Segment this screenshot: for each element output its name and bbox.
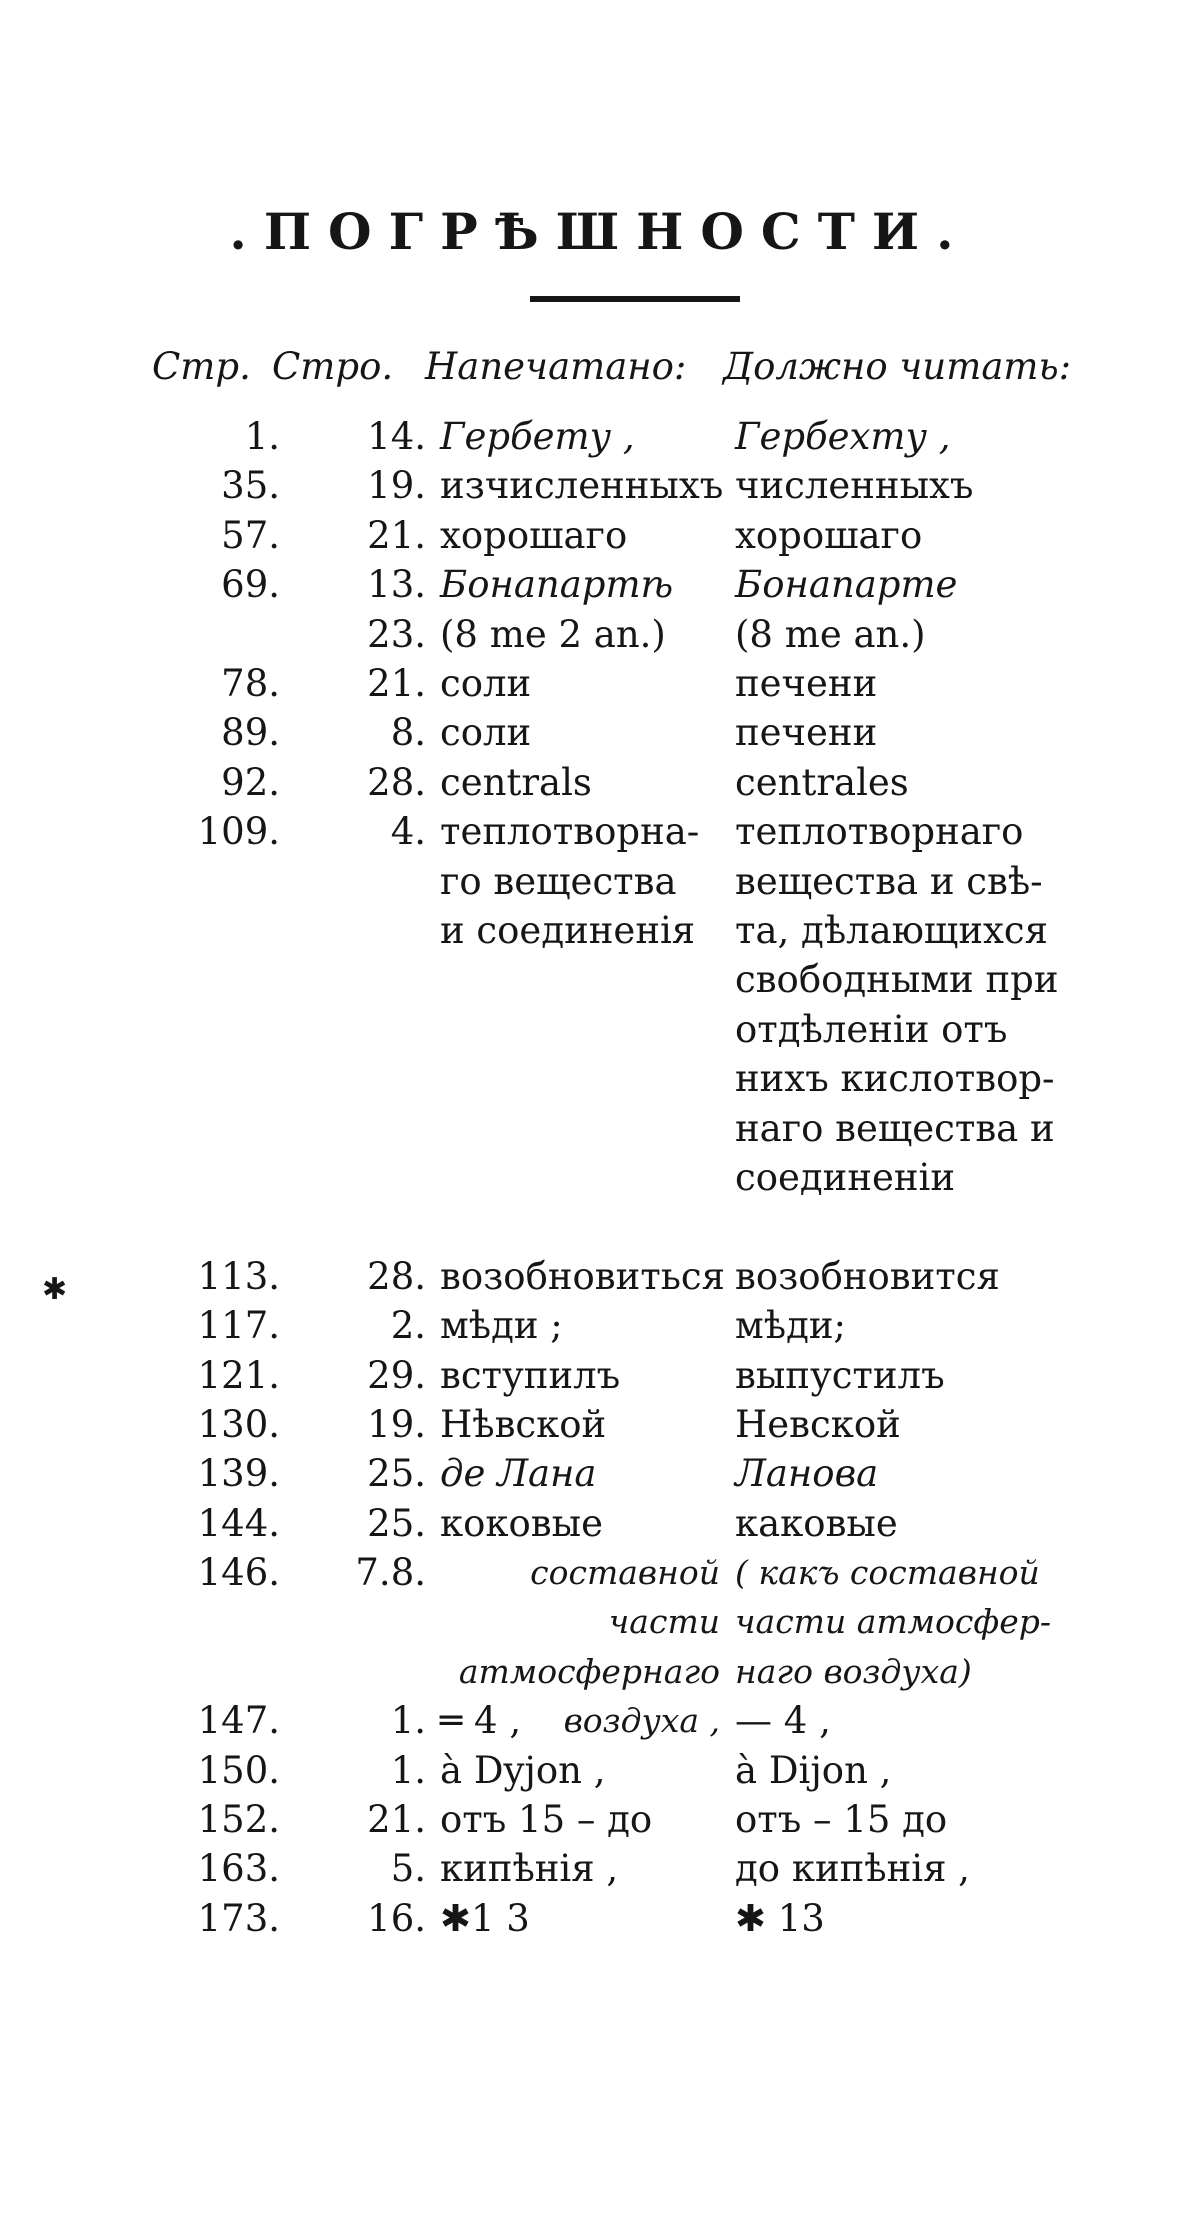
page-number: 57. (221, 513, 280, 557)
errata-row (0, 1499, 1200, 1548)
line-number: 21. (367, 1798, 426, 1842)
printed-text: соли (440, 661, 532, 705)
page-number: 139. (197, 1452, 280, 1496)
header-printed: Напечатано: (425, 345, 687, 388)
line-number: 21. (367, 513, 426, 557)
printed-text: ✱1 3 (440, 1896, 530, 1940)
correct-text: Гербеxту , (735, 415, 951, 458)
errata-row (0, 659, 1200, 708)
line-number: 25. (367, 1501, 426, 1545)
correct-text: мѣди; (735, 1304, 846, 1348)
correct-text: (8 me an.) (735, 612, 926, 656)
line-number: 2. (390, 1304, 426, 1348)
printed-text: возобновиться (440, 1254, 725, 1298)
line-number: 28. (367, 1254, 426, 1298)
errata-row (0, 1252, 1200, 1301)
errata-row (0, 1795, 1200, 1844)
page-number: 163. (197, 1847, 280, 1891)
correct-text: à Dijon , (735, 1748, 892, 1792)
title-rule (530, 296, 740, 302)
line-number: 23. (367, 612, 426, 656)
star-mark: ✱ (42, 1272, 68, 1307)
page-number: 35. (221, 464, 280, 508)
line-number: 7.8. (355, 1551, 426, 1595)
page-number: 121. (197, 1353, 280, 1397)
page-number: 69. (221, 563, 280, 607)
line-number: 5. (390, 1847, 426, 1891)
printed-text: де Лана (440, 1452, 597, 1496)
line-number: 16. (367, 1896, 426, 1940)
correct-text: Бонапарте (735, 563, 958, 607)
line-number: 4. (390, 810, 426, 854)
errata-row (0, 610, 1200, 659)
line-number: 25. (367, 1452, 426, 1496)
page-title: .ПОГРѢШНОСТИ. (229, 202, 971, 261)
printed-text: хорошаго (440, 513, 628, 557)
page-number: 147. (197, 1699, 280, 1743)
page-number: 1. (244, 415, 280, 458)
printed-text: (8 me 2 an.) (440, 612, 666, 656)
printed-text: Нѣвской (440, 1402, 607, 1446)
page-number: 89. (221, 711, 280, 755)
page-number: 152. (197, 1798, 280, 1842)
line-number: 29. (367, 1353, 426, 1397)
line-number: 28. (367, 760, 426, 804)
errata-row (0, 1449, 1200, 1498)
errata-row (0, 807, 1200, 1252)
correct-text: каковые (735, 1501, 898, 1545)
page-number: 92. (221, 760, 280, 804)
errata-row (0, 412, 1200, 461)
errata-row (0, 1400, 1200, 1449)
correct-text: до кипѣнія , (735, 1847, 970, 1891)
line-number: 21. (367, 661, 426, 705)
errata-row (0, 758, 1200, 807)
header-page: Стр. (152, 345, 251, 388)
errata-row (0, 511, 1200, 560)
line-number: 19. (367, 464, 426, 508)
printed-text: ═ 4 , (440, 1699, 522, 1743)
printed-text: соли (440, 711, 532, 755)
correct-text: хорошаго (735, 513, 923, 557)
line-number: 1. (390, 1699, 426, 1743)
page-number: 144. (197, 1501, 280, 1545)
errata-row (0, 1894, 1200, 1943)
correct-text: теплотворнаго вещества и свѣ- та, дѣлающихся свободными при отдѣленіи отъ нихъ кислотвор- наго вещества и соединеніи (735, 810, 1059, 1199)
printed-text: à Dyjon , (440, 1748, 606, 1792)
page-number: 150. (197, 1748, 280, 1792)
correct-text: — 4 , (735, 1699, 831, 1743)
correct-text: печени (735, 711, 878, 755)
line-number: 13. (367, 563, 426, 607)
errata-row (0, 1844, 1200, 1893)
header-should-read: Должно читать: (723, 345, 1072, 388)
line-number: 14. (367, 415, 426, 458)
page-number: 173. (197, 1896, 280, 1940)
errata-row (0, 560, 1200, 609)
line-number: 8. (390, 711, 426, 755)
correct-text: печени (735, 661, 878, 705)
page-number: 113. (197, 1254, 280, 1298)
correct-text: выпустилъ (735, 1353, 945, 1397)
errata-row (0, 1746, 1200, 1795)
correct-text: Ланова (735, 1452, 879, 1496)
correct-text: Невской (735, 1402, 901, 1446)
page-number: 146. (197, 1551, 280, 1595)
line-number: 1. (390, 1748, 426, 1792)
correct-text: отъ – 15 до (735, 1798, 948, 1842)
printed-text: коковые (440, 1501, 603, 1545)
page-number: 78. (221, 661, 280, 705)
printed-text: Бонапартѣ (440, 563, 674, 607)
printed-text: вступилъ (440, 1353, 621, 1397)
correct-text: возобновится (735, 1254, 1000, 1298)
errata-row (0, 708, 1200, 757)
printed-text: Гербету , (440, 415, 635, 458)
printed-text: теплотворна- го вещества и соединенія (440, 810, 700, 952)
errata-row (0, 461, 1200, 510)
errata-table-header (0, 345, 1200, 395)
page-number: 109. (197, 810, 280, 854)
correct-text: centrales (735, 760, 909, 804)
printed-text: кипѣнія , (440, 1847, 619, 1891)
correct-text: ✱ 13 (735, 1896, 825, 1940)
header-line: Стро. (272, 345, 394, 388)
printed-text: отъ 15 – до (440, 1798, 653, 1842)
errata-row (0, 1696, 1200, 1745)
errata-row (0, 1351, 1200, 1400)
line-number: 19. (367, 1402, 426, 1446)
correct-text: численныхъ (735, 464, 974, 508)
page-number: 117. (197, 1304, 280, 1348)
printed-text: centrals (440, 760, 592, 804)
printed-text: мѣди ; (440, 1304, 563, 1348)
printed-text: изчисленныхъ (440, 464, 724, 508)
page-number: 130. (197, 1402, 280, 1446)
printed-text: составной части атмосфернаго воздуха , (458, 1553, 720, 1741)
errata-table (0, 412, 1200, 1943)
errata-row (0, 1301, 1200, 1350)
correct-text: ( какъ составной части атмосфер- наго воздуха) (735, 1553, 1052, 1691)
